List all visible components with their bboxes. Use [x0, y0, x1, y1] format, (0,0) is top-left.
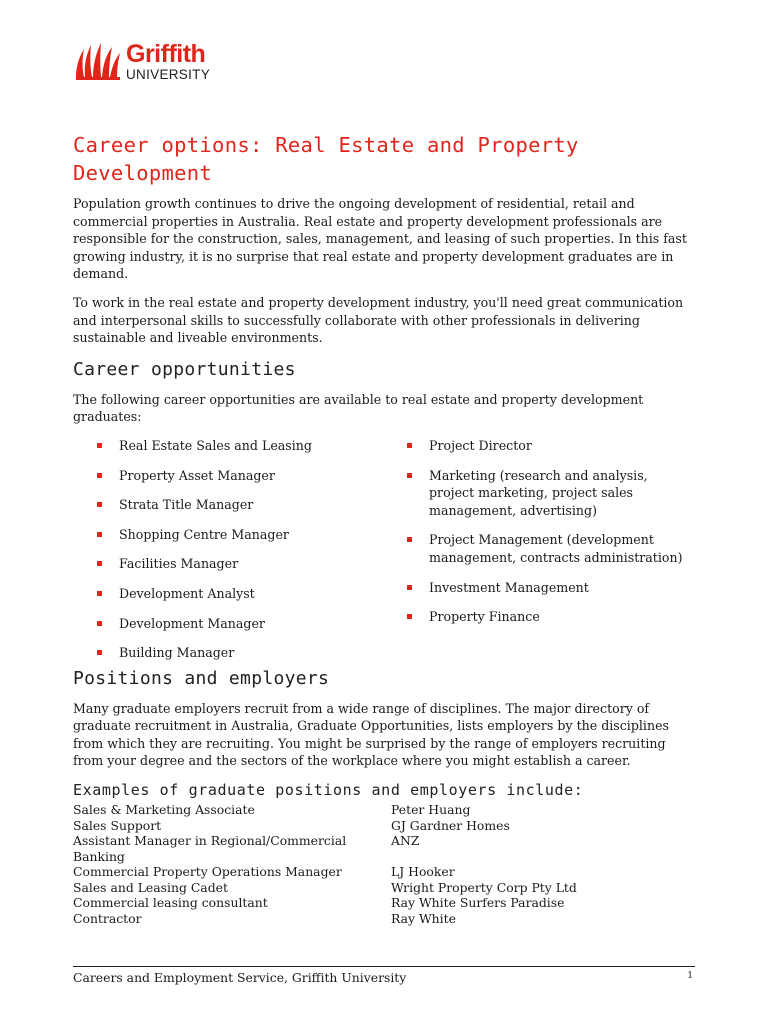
employer-cell: Ray White: [391, 910, 456, 926]
career-list-right: [407, 437, 695, 662]
career-opportunities-list: [73, 437, 695, 662]
list-item: Project Director: [407, 437, 695, 455]
bullet-icon: [407, 614, 412, 619]
employer-cell: ANZ: [391, 833, 420, 849]
table-row: [73, 802, 695, 818]
document-body: [73, 131, 695, 926]
list-item: Shopping Centre Manager: [97, 526, 407, 544]
list-item: Strata Title Manager: [97, 496, 407, 514]
positions-employers-heading: Positions and employers: [73, 667, 330, 689]
bullet-icon: [97, 621, 102, 626]
career-list-left: [73, 437, 407, 662]
list-item: Development Analyst: [97, 585, 407, 603]
bullet-icon: [97, 443, 102, 448]
list-item: Facilities Manager: [97, 555, 407, 573]
position-cell: Sales Support: [73, 817, 162, 833]
list-item: Property Asset Manager: [97, 467, 407, 485]
list-item: Building Manager: [97, 644, 407, 662]
bullet-icon: [407, 443, 412, 448]
footer-text: Careers and Employment Service, Griffith University: [73, 970, 407, 985]
employer-cell: Peter Huang: [391, 802, 471, 818]
position-cell: Contractor: [73, 910, 142, 926]
table-row: [73, 864, 695, 880]
list-item: Investment Management: [407, 579, 695, 597]
table-row: [73, 833, 695, 864]
bullet-icon: [407, 473, 412, 478]
employer-cell: GJ Gardner Homes: [391, 817, 510, 833]
list-item: Development Manager: [97, 615, 407, 633]
bullet-icon: [97, 561, 102, 566]
table-row: [73, 818, 695, 834]
logo-subtitle: UNIVERSITY: [126, 67, 211, 82]
position-cell: Sales and Leasing Cadet: [73, 879, 228, 895]
list-item: Property Finance: [407, 608, 695, 626]
logo-brand-name: Griffith: [126, 40, 206, 68]
bullet-icon: [97, 473, 102, 478]
employer-cell: Ray White Surfers Paradise: [391, 895, 565, 911]
page-title: Career options: Real Estate and Property Development: [73, 133, 579, 185]
bullet-icon: [97, 532, 102, 537]
career-opportunities-heading: Career opportunities: [73, 358, 296, 380]
employer-cell: Wright Property Corp Pty Ltd: [391, 879, 577, 895]
bullet-icon: [97, 591, 102, 596]
intro-paragraph-2: To work in the real estate and property development industry, you'll need great communication and interpersonal skills to successfully collaborate with other professionals in delivering sustainable and liveable environments.: [73, 294, 684, 346]
table-row: [73, 880, 695, 896]
bullet-icon: [97, 502, 102, 507]
position-cell: Commercial Property Operations Manager: [73, 864, 342, 880]
table-row: [73, 895, 695, 911]
list-item: Real Estate Sales and Leasing: [97, 437, 407, 455]
examples-table: [73, 802, 695, 926]
position-cell: Commercial leasing consultant: [73, 895, 268, 911]
position-cell: Sales & Marketing Associate: [73, 802, 255, 818]
bullet-icon: [407, 585, 412, 590]
employer-cell: LJ Hooker: [391, 864, 455, 880]
career-opportunities-lead: The following career opportunities are available to real estate and property development graduates:: [73, 391, 644, 425]
page-footer: [73, 966, 695, 986]
position-cell: Assistant Manager in Regional/Commercial Banking: [73, 833, 347, 864]
bullet-icon: [97, 650, 102, 655]
bullet-icon: [407, 537, 412, 542]
griffith-logo: [74, 42, 210, 82]
intro-paragraph-1: Population growth continues to drive the ongoing development of residential, retail and commercial properties in Australia. Real estate and property development professionals are responsible for the construction, sales, management, and leasing of such properties. In this fast growing industry, it is no surprise that real estate and property development graduates are in demand.: [73, 196, 687, 282]
list-item: Project Management (development management, contracts administration): [407, 531, 695, 566]
griffith-flame-icon: [74, 43, 122, 81]
table-row: [73, 911, 695, 927]
list-item: Marketing (research and analysis, project marketing, project sales management, advertising): [407, 467, 695, 520]
page-number: 1: [687, 971, 693, 981]
examples-heading: Examples of graduate positions and employers include:: [73, 781, 584, 800]
positions-paragraph: Many graduate employers recruit from a wide range of disciplines. The major directory of graduate recruitment in Australia, Graduate Opportunities, lists employers by the disciplines from which they are recruiting. You might be surprised by the range of employers recruiting from your degree and the sectors of the workplace where you might establish a career.: [73, 700, 669, 769]
